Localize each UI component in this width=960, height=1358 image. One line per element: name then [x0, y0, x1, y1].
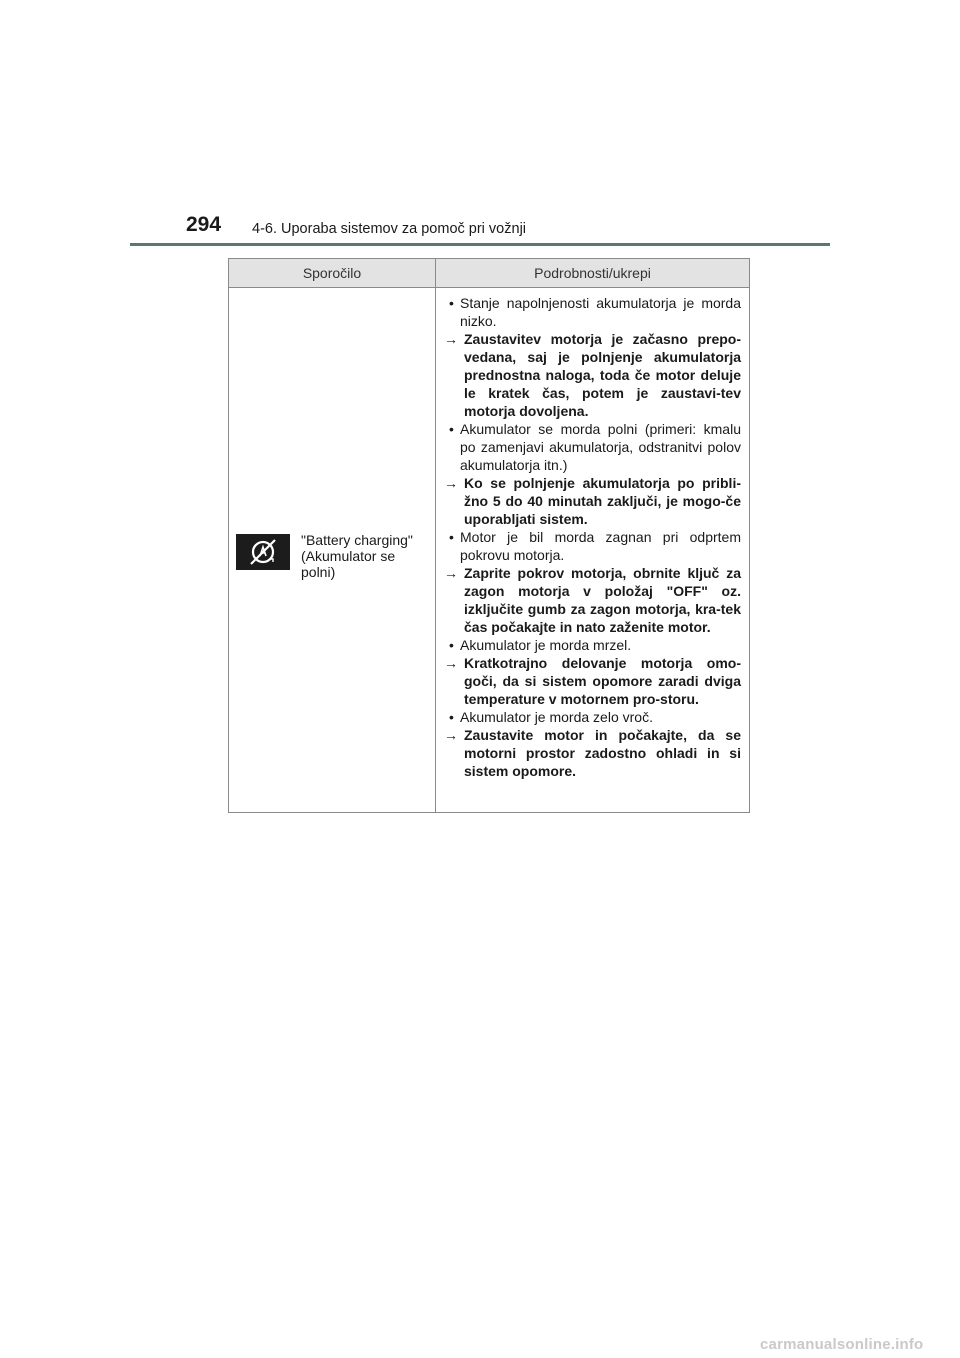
detail-item-action: → Ko se polnjenje akumulatorja po pribli-žno 5 do 40 minutah zaključi, je mogo-če uporabljati sistem.: [444, 474, 741, 528]
detail-item-cause: • Akumulator je morda zelo vroč.: [444, 708, 741, 726]
section-title: 4-6. Uporaba sistemov za pomoč pri vožnji: [252, 221, 527, 237]
details-cell: [436, 288, 749, 812]
detail-item-action: → Zaprite pokrov motorja, obrnite ključ za zagon motorja v položaj "OFF" oz. izključite gumb za zagon motorja, kra-tek čas počakajte in nato zaženite motor.: [444, 564, 741, 636]
message-table: [228, 258, 750, 813]
watermark: carmanualsonline.info: [760, 1336, 924, 1353]
detail-item-action: → Zaustavitev motorja je začasno prepo-vedana, saj je polnjenje akumulatorja prednostna naloga, toda če motor deluje le kratek čas, potem je zaustavi-tev motorja dovoljena.: [444, 330, 741, 420]
column-header-details: Podrobnosti/ukrepi: [534, 265, 651, 281]
detail-item-cause: • Akumulator je morda mrzel.: [444, 636, 741, 654]
page-number: 294: [186, 213, 222, 236]
message-text: "Battery charging" (Akumulator se polni): [301, 532, 413, 580]
detail-item-cause: • Motor je bil morda zagnan pri odprtem pokrovu motorja.: [444, 528, 741, 564]
message-cell: [229, 288, 436, 812]
detail-item-cause: • Akumulator se morda polni (primeri: kmalu po zamenjavi akumulatorja, odstranitvi polov akumulatorja itn.): [444, 420, 741, 474]
header-divider: [130, 243, 830, 246]
table-header: [229, 259, 749, 288]
table-row: [229, 288, 749, 812]
battery-charging-warning-icon: [236, 534, 290, 570]
detail-item-action: → Kratkotrajno delovanje motorja omo-goči, da si sistem opomore zaradi dviga temperature v motornem pro-storu.: [444, 654, 741, 708]
detail-item-cause: • Stanje napolnjenosti akumulatorja je morda nizko.: [444, 294, 741, 330]
column-header-message: Sporočilo: [229, 259, 436, 287]
detail-item-action: → Zaustavite motor in počakajte, da se motorni prostor zadostno ohladi in si sistem opomore.: [444, 726, 741, 780]
